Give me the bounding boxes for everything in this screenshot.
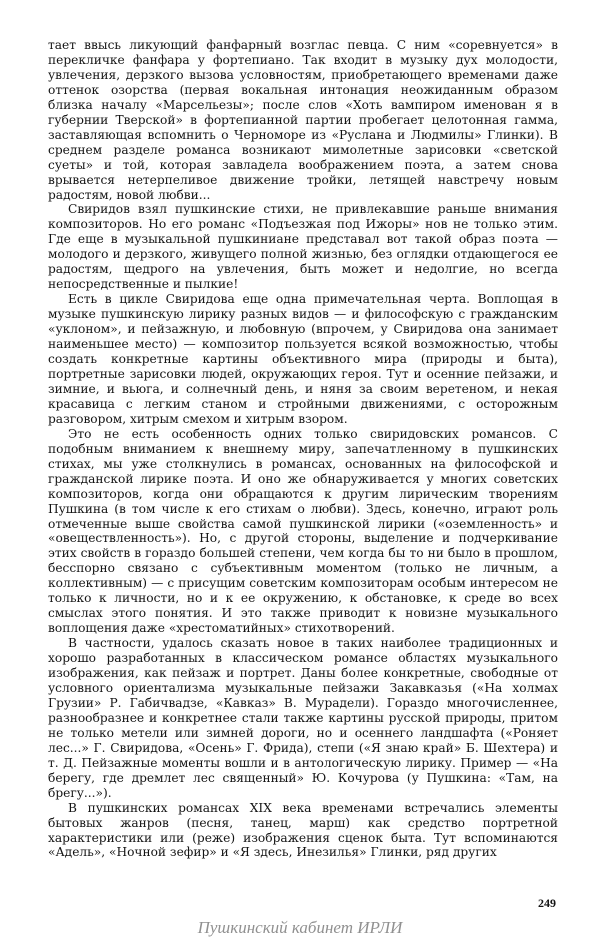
paragraph-2: Свиридов взял пушкинские стихи, не привлекавшие раньше внимания композиторов. Но его романс «Подъезжая под Ижоры» нов не только этим. Где еще в музыкальной пушкиниане представал вот такой образ поэта — молодого и дерзкого, живущего полной жизнью, без оглядки отдающегося ее радостям, щедрого на увлечения, быть может и недолгие, но всегда непосредственные и пылкие!: [48, 202, 558, 292]
paragraph-3: Есть в цикле Свиридова еще одна примечательная черта. Воплощая в музыке пушкинскую лирику разных видов — и философскую с гражданским «уклоном», и пейзажную, и любовную (впрочем, у Свиридова она занимает наименьшее место) — композитор пользуется всякой возможностью, чтобы создать конкретные картины объективного мира (природы и быта), портретные зарисовки людей, окружающих героя. Тут и осенние пейзажи, и зимние, и вьюга, и солнечный день, и няня за своим веретеном, и некая красавица с легким станом и стройными движениями, с осторожным разговором, хитрым смехом и хитрым взором.: [48, 292, 558, 426]
paragraph-4: Это не есть особенность одних только свиридовских романсов. С подобным вниманием к внешнему миру, запечатленному в пушкинских стихах, мы уже столкнулись в романсах, основанных на философской и гражданской лирике поэта. И оно же обнаруживается у многих советских композиторов, когда они обращаются к другим лирическим творениям Пушкина (в том числе к его стихам о любви). Здесь, конечно, играют роль отмеченные выше свойства самой пушкинской лирики («оземленность» и «овеществленность»). Но, с другой стороны, выделение и подчеркивание этих свойств в гораздо большей степени, чем когда бы то ни было в прошлом, бесспорно связано с субъективным моментом (только не личным, а коллективным) — с присущим советским композиторам особым интересом не только к личности, но и к ее окружению, к обстановке, к среде во всех смыслах этого понятия. И это также приводит к новизне музыкального воплощения даже «хрестоматийных» стихотворений.: [48, 426, 558, 636]
paragraph-5: В частности, удалось сказать новое в таких наиболее традиционных и хорошо разработанных в классическом романсе областях музыкального изображения, как пейзаж и портрет. Даны более конкретные, свободные от условного ориентализма музыкальные пейзажи Закавказья («На холмах Грузии» Р. Габичвадзе, «Кавказ» В. Мурадели). Гораздо многочисленнее, разнообразнее и конкретнее стали также картины русской природы, притом не только метели или зимней дороги, но и осеннего ландшафта («Роняет лес...» Г. Свиридова, «Осень» Г. Фрида), степи («Я знаю край» Б. Шехтера) и т. Д. Пейзажные моменты вошли и в антологическую лирику. Пример — «На берегу, где дремлет лес священный» Ю. Кочурова (у Пушкина: «Там, на брегу...»).: [48, 636, 558, 800]
library-watermark: Пушкинский кабинет ИРЛИ: [197, 918, 403, 937]
page-number: 249: [538, 896, 556, 910]
page-text-block: [48, 38, 558, 860]
paragraph-1: тает ввысь ликующий фанфарный возглас певца. С ним «соревнуется» в перекличке фанфара у фортепиано. Так входит в музыку дух молодости, увлечения, дерзкого вызова условностям, приобретающего временами даже оттенок озорства (первая вокальная интонация неожиданным образом близка началу «Марсельезы»; после слов «Хоть вампиром именован я в губернии Тверской» в фортепианной партии пробегает целотонная гамма, заставляющая вспомнить о Черноморе из «Руслана и Людмилы» Глинки). В среднем разделе романса возникают мимолетные зарисовки «светской суеты» и той, которая завладела воображением поэта, а затем снова врывается нетерпеливое движение тройки, летящей навстречу новым радостям, новой любви...: [48, 38, 558, 202]
paragraph-6: В пушкинских романсах XIX века временами встречались элементы бытовых жанров (песня, танец, марш) как средство портретной характеристики или (реже) изображения сценок быта. Тут вспоминаются «Адель», «Ночной зефир» и «Я здесь, Инезилья» Глинки, ряд других: [48, 800, 558, 860]
